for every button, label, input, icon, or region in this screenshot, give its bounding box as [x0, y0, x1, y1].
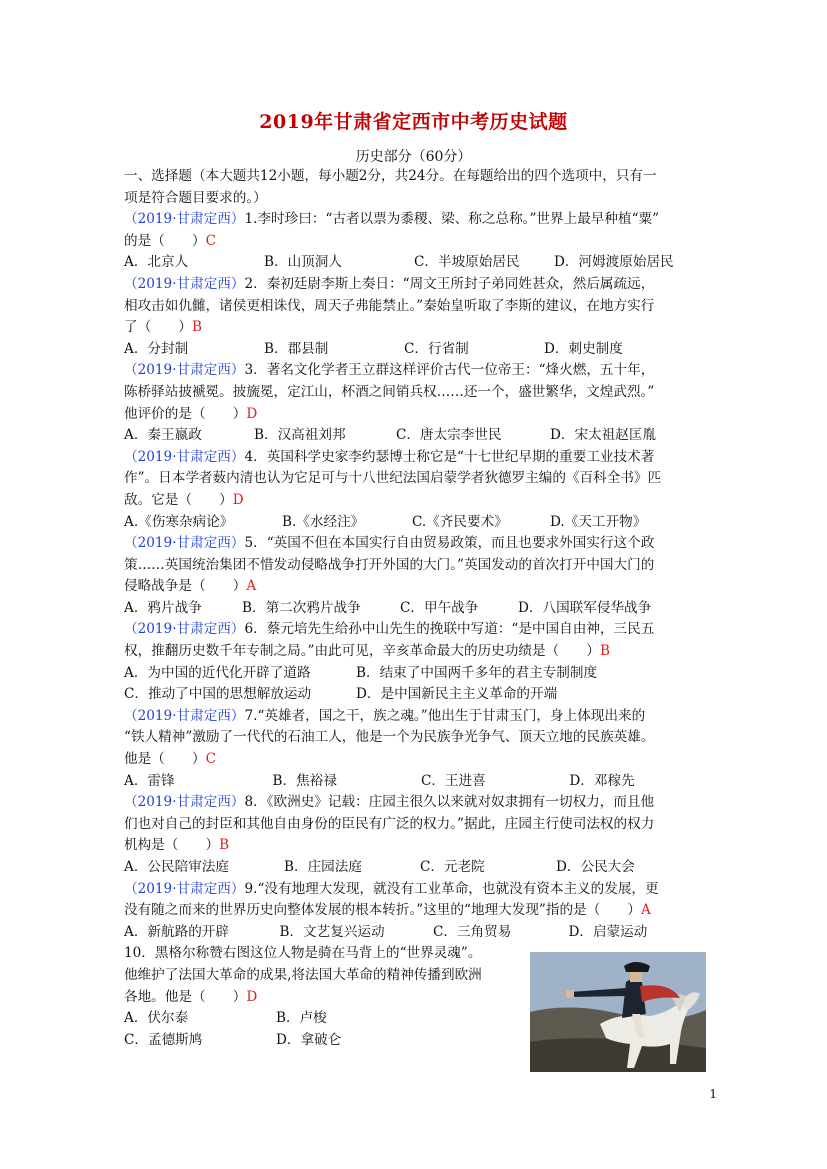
question-line-text: 作”。日本学者薮内清也认为它足可与十八世纪法国启蒙学者狄德罗主编的《百科全书》匹: [124, 470, 662, 487]
answer-options: [124, 339, 708, 361]
option: D．邓稼先: [569, 772, 635, 789]
option: D．是中国新民主主义革命的开端: [356, 686, 558, 703]
answer-options: [124, 857, 708, 879]
option: D．河姆渡原始居民: [554, 254, 674, 271]
question-line-text: 了（ ）: [124, 319, 192, 336]
answer-mark: C: [205, 751, 216, 768]
question-line-text: 4．英国科学史家李约瑟博士称它是“十七世纪早期的重要工业技术著: [244, 448, 655, 465]
questions-container: [124, 209, 708, 943]
question-line: [124, 987, 516, 1009]
option: D.《天工开物》: [550, 513, 647, 530]
option: A．雷锋: [124, 772, 175, 789]
option: B．山顶洞人: [264, 254, 342, 271]
napoleon-horse-illustration: [530, 952, 706, 1072]
question-line: 他维护了法国大革命的成果,将法国大革命的精神传播到欧洲: [124, 966, 482, 983]
question-line-text: 敌。它是（ ）: [124, 491, 233, 508]
source-tag: （2019·甘肃定西）: [124, 211, 245, 228]
option: D．启蒙运动: [568, 923, 648, 940]
option: C．王进喜: [420, 772, 486, 789]
question-line: [124, 619, 708, 641]
option: C．行省制: [404, 340, 469, 357]
question-8: [124, 792, 708, 878]
option: B．汉高祖刘邦: [254, 427, 346, 444]
source-tag: （2019·甘肃定西）: [124, 535, 245, 552]
question-line: [124, 749, 708, 771]
page-subtitle: 历史部分（60分）: [355, 149, 472, 165]
question-line-text: 没有随之而来的世界历史向整体发展的根本转折。”这里的“地理大发现”指的是（ ）: [124, 902, 642, 919]
option: B．结束了中国两千多年的君主专制制度: [356, 664, 598, 681]
question-line-text: 们也对自己的封臣和其他自由身份的臣民有广泛的权力。”据此，庄园主行使司法权的权力: [124, 815, 655, 832]
question-line-text: 3．著名文化学者王立群这样评价古代一位帝王：“烽火燃，五十年，: [244, 362, 655, 379]
option: B．郡县制: [264, 340, 329, 357]
source-tag: （2019·甘肃定西）: [124, 275, 245, 292]
question-line: [124, 792, 708, 814]
answer-mark: D: [246, 988, 258, 1005]
question-line-text: 各地。他是（ ）: [124, 988, 247, 1005]
question-line: 10．黑格尔称赞右图这位人物是骑在马背上的“世界灵魂”。: [124, 945, 482, 962]
source-tag: （2019·甘肃定西）: [124, 448, 245, 465]
question-line-text: 7.“英雄者，国之干，族之魂。”他出生于甘肃玉门，身上体现出来的: [244, 707, 646, 724]
option: A．北京人: [124, 254, 189, 271]
question-line-text: 2．秦初廷尉李斯上奏日：“周文王所封子弟同姓甚众，然后属疏远，: [244, 275, 655, 292]
answer-options: [124, 252, 708, 274]
question-line: [124, 533, 708, 555]
question-line: [124, 814, 708, 836]
question-line: [124, 727, 708, 749]
question-line: [124, 382, 708, 404]
answer-mark: C: [205, 232, 216, 249]
section-heading-line: 一、选择题（本大题共12小题，每小题2分，共24分。在每题给出的四个选项中，只有一: [124, 168, 657, 184]
question-line-text: 8．《欧洲史》记载：庄园主很久以来就对奴隶拥有一切权力，而且他: [244, 794, 655, 811]
answer-options: [124, 684, 708, 706]
option: B．焦裕禄: [272, 772, 337, 789]
question-line: [124, 641, 708, 663]
question-line-text: 9.“没有地理大发现，就没有工业革命，也就没有资本主义的发展，更: [244, 880, 659, 897]
answer-options: [124, 425, 708, 447]
answer-mark: A: [641, 902, 651, 919]
source-tag: （2019·甘肃定西）: [124, 621, 245, 638]
option: A．为中国的近代化开辟了道路: [124, 664, 311, 681]
option: C．半坡原始居民: [414, 254, 520, 271]
question-10-text: [124, 943, 516, 1051]
question-line: [124, 835, 708, 857]
question-line: [124, 706, 708, 728]
question-6: [124, 619, 708, 705]
option: C．甲午战争: [400, 599, 479, 616]
option: A．分封制: [124, 340, 189, 357]
option: D．宋太祖赵匡胤: [550, 427, 657, 444]
section-heading-line: 项是符合题目要求的。）: [124, 189, 267, 206]
question-line: [124, 209, 708, 231]
option: C．唐太宗李世民: [396, 427, 502, 444]
option: D．八国联军侵华战争: [518, 599, 652, 616]
page-number: 1: [709, 1087, 717, 1101]
option: B．第二次鸦片战争: [242, 599, 361, 616]
question-line-text: 的是（ ）: [124, 232, 206, 249]
option: A．秦王嬴政: [124, 427, 202, 444]
question-line-text: “铁人精神”激励了一代代的石油工人，他是一个为民族争光争气、顶天立地的民族英雄。: [124, 729, 655, 746]
source-tag: （2019·甘肃定西）: [124, 707, 245, 724]
option: C．孟德斯鸠: [124, 1031, 203, 1048]
question-line: [124, 468, 708, 490]
question-line: [124, 360, 708, 382]
option: A．鸦片战争: [124, 599, 202, 616]
question-7: [124, 706, 708, 792]
question-line-text: 侵略战争是（ ）: [124, 578, 247, 595]
question-1: [124, 209, 708, 274]
option: C．推动了中国的思想解放运动: [124, 686, 312, 703]
question-line-text: 机构是（ ）: [124, 837, 220, 854]
question-line-text: 6．蔡元培先生给孙中山先生的挽联中写道：“是中国自由神，三民五: [244, 621, 655, 638]
question-line: [124, 879, 708, 901]
question-line: [124, 900, 708, 922]
option: D．公民大会: [556, 859, 635, 875]
question-line: [124, 231, 708, 253]
answer-options: [124, 771, 708, 793]
question-5: [124, 533, 708, 619]
question-line: [124, 576, 708, 598]
question-line-text: 策……英国统治集团不惜发动侵略战争打开外国的大门。”英国发动的首次打开中国大门的: [124, 556, 655, 573]
option: D．拿破仑: [276, 1031, 342, 1048]
answer-options: [124, 1030, 516, 1052]
answer-mark: D: [246, 405, 258, 422]
answer-options: [124, 512, 708, 534]
question-line-text: 5．“英国不但在本国实行自由贸易政策，而且也要求外国实行这个政: [244, 535, 655, 552]
question-line-text: 陈桥驿站披褫冕。披旒冕，定江山，杯酒之间销兵权……还一个，盛世繁华，文煌武烈。”: [124, 383, 655, 400]
option: A．新航路的开辟: [124, 923, 229, 940]
answer-mark: B: [599, 643, 610, 660]
question-line: [124, 490, 708, 512]
answer-mark: B: [219, 837, 230, 854]
answer-options: [124, 922, 708, 944]
answer-options: [124, 663, 708, 685]
answer-options: [124, 598, 708, 620]
question-3: [124, 360, 708, 446]
answer-mark: A: [246, 578, 257, 595]
question-line: [124, 317, 708, 339]
question-line: [124, 555, 708, 577]
question-line-text: 他是（ ）: [124, 751, 206, 768]
option: C.《齐民要术》: [412, 513, 508, 530]
question-line: [124, 296, 708, 318]
answer-mark: D: [232, 491, 244, 508]
page-title: 2019年甘肃省定西市中考历史试题: [259, 111, 568, 133]
option: D．刺史制度: [544, 340, 623, 357]
question-line-text: 1.李时珍曰：“古者以票为黍稷、梁、称之总称。”世界上最早种植“粟”: [244, 211, 660, 228]
option: A.《伤寒杂病论》: [124, 513, 234, 530]
question-line-text: 相攻击如仇雠，诸侯更相诛伐，周天子弗能禁止。”秦始皇听取了李斯的建议，在地方实行: [124, 297, 655, 314]
option: C．三角贸易: [432, 923, 512, 940]
source-tag: （2019·甘肃定西）: [124, 880, 245, 897]
answer-options: [124, 1008, 516, 1030]
option: B.《水经注》: [282, 513, 365, 530]
option: C．元老院: [420, 859, 485, 875]
question-line: [124, 274, 708, 296]
option: A．伏尔泰: [124, 1010, 189, 1027]
answer-mark: B: [191, 319, 202, 336]
question-4: [124, 447, 708, 533]
question-line-text: 权，推翻历史数千年专制之局。”由此可见，辛亥革命最大的历史功绩是（ ）: [124, 643, 600, 660]
source-tag: （2019·甘肃定西）: [124, 794, 245, 811]
question-list: [124, 166, 708, 1051]
question-line: [124, 404, 708, 426]
question-line-text: 他评价的是（ ）: [124, 405, 247, 422]
question-line: [124, 447, 708, 469]
option: B．文艺复兴运动: [279, 923, 385, 940]
question-2: [124, 274, 708, 360]
option: B．庄园法庭: [284, 859, 362, 875]
source-tag: （2019·甘肃定西）: [124, 362, 245, 379]
question-9: [124, 879, 708, 944]
option: B．卢梭: [276, 1010, 327, 1027]
option: A．公民陪审法庭: [124, 859, 229, 875]
napoleon-portrait-image: [530, 952, 706, 1072]
